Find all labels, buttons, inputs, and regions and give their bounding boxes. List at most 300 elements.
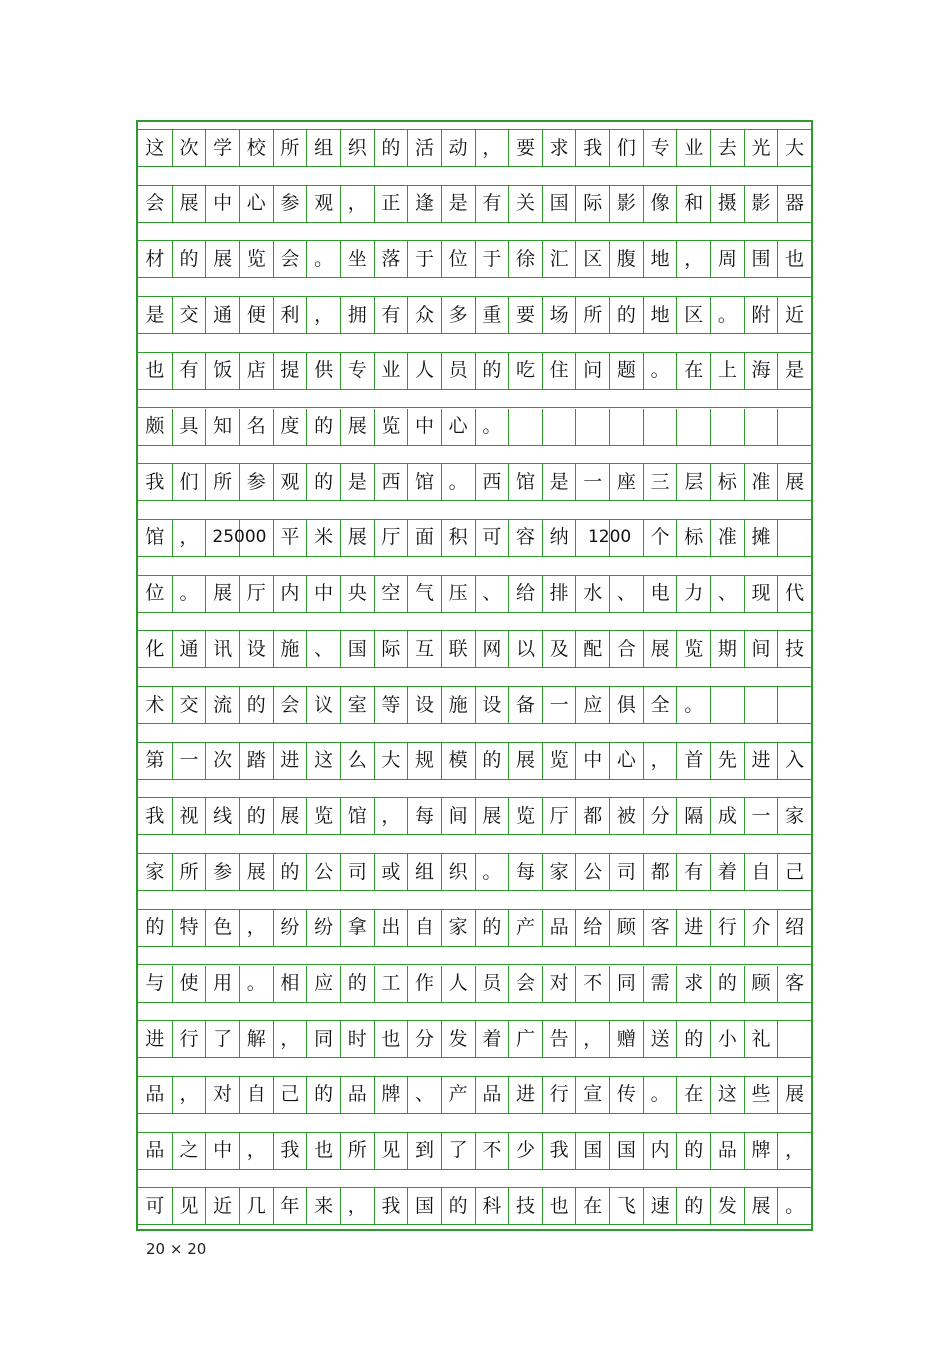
grid-cell: 。	[676, 687, 710, 723]
grid-cell: 中	[205, 1133, 239, 1169]
grid-cell: 有	[475, 186, 509, 222]
grid-cell: 自	[239, 1077, 273, 1113]
grid-cell: 会	[273, 241, 307, 277]
grid-cell: 馆	[407, 464, 441, 500]
row-spacer	[138, 834, 811, 854]
grid-cell: 名	[239, 409, 273, 445]
grid-cell: ，	[239, 1133, 273, 1169]
grid-cell: 徐	[508, 241, 542, 277]
grid-cell: 的	[475, 353, 509, 389]
grid-cell: 进	[744, 743, 778, 779]
grid-cell: 力	[676, 576, 710, 612]
grid-cell: 全	[643, 687, 677, 723]
grid-cell: 吃	[508, 353, 542, 389]
grid-cell: 中	[205, 186, 239, 222]
grid-cell: 色	[205, 910, 239, 946]
grid-cell: 拿	[340, 910, 374, 946]
grid-cell: 可	[475, 520, 509, 556]
grid-cell: 品	[145, 1083, 165, 1106]
row-spacer	[138, 779, 811, 799]
manuscript-grid-paper	[136, 120, 813, 1231]
grid-cell: 也	[145, 359, 165, 382]
grid-cell: 、	[306, 631, 340, 667]
grid-cell: 的	[273, 854, 307, 890]
grid-cell: 正	[374, 186, 408, 222]
grid-cell: 的	[475, 910, 509, 946]
grid-cell: 特	[172, 910, 206, 946]
grid-cell: 面	[407, 520, 441, 556]
grid-cell: 礼	[744, 1021, 778, 1057]
grid-cell: 问	[575, 353, 609, 389]
grid-cell: 配	[575, 631, 609, 667]
grid-cell: 一	[744, 798, 778, 834]
grid-cell: 设	[407, 687, 441, 723]
grid-cell: 。	[172, 576, 206, 612]
grid-cell: 备	[508, 687, 542, 723]
grid-cell: 科	[475, 1188, 509, 1224]
grid-cell: 进	[676, 910, 710, 946]
grid-cell: 地	[643, 297, 677, 333]
grid-cell: 际	[575, 186, 609, 222]
grid-cell: 的	[172, 241, 206, 277]
grid-cell: 来	[306, 1188, 340, 1224]
grid-cell: 被	[609, 798, 643, 834]
grid-cell: 空	[374, 576, 408, 612]
grid-cell: 的	[145, 916, 165, 939]
grid-cell: 对	[542, 966, 576, 1002]
grid-cell: 。	[475, 854, 509, 890]
grid-cell: 同	[306, 1021, 340, 1057]
grid-cell: 间	[744, 631, 778, 667]
grid-cell: 是	[441, 186, 475, 222]
grid-cell: 所	[172, 854, 206, 890]
grid-cell: 这	[306, 743, 340, 779]
grid-cell: 少	[508, 1133, 542, 1169]
grid-cell	[508, 409, 542, 445]
grid-cell: 需	[643, 966, 677, 1002]
grid-cell: 。	[441, 464, 475, 500]
grid-cell: 层	[676, 464, 710, 500]
grid-cell: 及	[542, 631, 576, 667]
grid-cell: 便	[239, 297, 273, 333]
grid-cell: 通	[172, 631, 206, 667]
grid-cell: 了	[205, 1021, 239, 1057]
grid-cell: 览	[676, 631, 710, 667]
grid-cell: 度	[273, 409, 307, 445]
row-spacer	[138, 445, 811, 465]
grid-cell: 展	[744, 1188, 778, 1224]
grid-cell: 、	[609, 576, 643, 612]
grid-cell: 。	[239, 966, 273, 1002]
grid-cell: 每	[508, 854, 542, 890]
grid-cell: 大	[374, 743, 408, 779]
grid-cell: 览	[306, 798, 340, 834]
grid-cell: 传	[609, 1077, 643, 1113]
grid-cell: 品	[475, 1077, 509, 1113]
grid-cell: 区	[676, 297, 710, 333]
row-spacer	[138, 1002, 811, 1022]
grid-cell: 视	[172, 798, 206, 834]
grid-cell: 合	[609, 631, 643, 667]
grid-cell: 进	[273, 743, 307, 779]
grid-cell: 览	[508, 798, 542, 834]
grid-cell: 位	[145, 582, 165, 605]
grid-cell: 家	[145, 860, 165, 883]
grid-cell: 们	[172, 464, 206, 500]
grid-cell: 牌	[744, 1133, 778, 1169]
grid-cell: ，	[172, 1077, 206, 1113]
grid-row	[138, 743, 811, 779]
grid-cell: ，	[273, 1021, 307, 1057]
grid-cell: 供	[306, 353, 340, 389]
grid-cell: 牌	[374, 1077, 408, 1113]
grid-cell: 有	[374, 297, 408, 333]
grid-cell: 、	[475, 576, 509, 612]
grid-cell: 通	[205, 297, 239, 333]
grid-row	[138, 966, 811, 1002]
grid-cell: 有	[676, 854, 710, 890]
grid-cell: 或	[374, 854, 408, 890]
grid-cell: 家	[441, 910, 475, 946]
grid-cell: 的	[609, 297, 643, 333]
grid-cell: 告	[542, 1021, 576, 1057]
grid-cell: 的	[676, 1133, 710, 1169]
grid-cell: 校	[239, 130, 273, 166]
grid-cell: 馆	[508, 464, 542, 500]
grid-cell: 观	[306, 186, 340, 222]
grid-cell: 我	[273, 1133, 307, 1169]
grid-cell: 化	[145, 637, 165, 660]
grid-cell: 我	[145, 470, 165, 493]
grid-row	[138, 1133, 811, 1169]
grid-cell: 等	[374, 687, 408, 723]
grid-cell: 在	[676, 353, 710, 389]
row-spacer	[138, 612, 811, 632]
grid-cell: 相	[273, 966, 307, 1002]
grid-cell: 模	[441, 743, 475, 779]
row-spacer	[138, 222, 811, 242]
grid-cell: 的	[306, 464, 340, 500]
grid-cell: 赠	[609, 1021, 643, 1057]
grid-cell: 水	[575, 576, 609, 612]
grid-cell: 产	[441, 1077, 475, 1113]
grid-cell: 心	[441, 409, 475, 445]
grid-cell	[676, 409, 710, 445]
grid-cell	[777, 1021, 811, 1057]
grid-row	[138, 1077, 811, 1113]
grid-cell: 、	[710, 576, 744, 612]
grid-cell	[744, 409, 778, 445]
grid-cell: 是	[542, 464, 576, 500]
grid-row	[138, 798, 811, 834]
grid-cell: 人	[441, 966, 475, 1002]
grid-cell: 。	[643, 1077, 677, 1113]
grid-cell: 参	[273, 186, 307, 222]
grid-cell: 际	[374, 631, 408, 667]
grid-cell	[710, 409, 744, 445]
grid-cell: 排	[542, 576, 576, 612]
grid-cell: 心	[239, 186, 273, 222]
grid-cell: 飞	[609, 1188, 643, 1224]
grid-cell: 进	[145, 1027, 165, 1050]
grid-cell: ，	[239, 910, 273, 946]
grid-cell: 中	[575, 743, 609, 779]
grid-cell: 业	[374, 353, 408, 389]
grid-cell: 公	[575, 854, 609, 890]
row-spacer	[138, 166, 811, 186]
grid-cell: 用	[205, 966, 239, 1002]
grid-cell: 员	[441, 353, 475, 389]
grid-cell: 的	[676, 1188, 710, 1224]
grid-row	[138, 409, 811, 445]
grid-cell: 在	[575, 1188, 609, 1224]
grid-cell: 进	[508, 1077, 542, 1113]
row-spacer	[138, 946, 811, 966]
grid-cell: 和	[676, 186, 710, 222]
grid-cell: 内	[643, 1133, 677, 1169]
grid-cell: 求	[542, 130, 576, 166]
grid-cell: 海	[744, 353, 778, 389]
grid-cell: 西	[374, 464, 408, 500]
grid-cell: 准	[744, 464, 778, 500]
grid-cell: 电	[643, 576, 677, 612]
grid-cell: 小	[710, 1021, 744, 1057]
grid-cell: 公	[306, 854, 340, 890]
grid-cell: ，	[575, 1021, 609, 1057]
grid-cell: 要	[508, 297, 542, 333]
grid-cell: 区	[575, 241, 609, 277]
grid-cell	[542, 409, 576, 445]
grid-cell: 一	[542, 687, 576, 723]
grid-cell: 学	[205, 130, 239, 166]
grid-cell: 逢	[407, 186, 441, 222]
grid-cell: 所	[340, 1133, 374, 1169]
grid-cell: 年	[273, 1188, 307, 1224]
grid-cell: 压	[441, 576, 475, 612]
grid-cell: 规	[407, 743, 441, 779]
grid-row	[138, 1021, 811, 1057]
grid-cell: 座	[609, 464, 643, 500]
grid-cell: 是	[145, 303, 165, 326]
grid-cell: 宣	[575, 1077, 609, 1113]
grid-cell: 也	[542, 1188, 576, 1224]
grid-cell	[710, 687, 744, 723]
grid-cell	[609, 409, 643, 445]
grid-cell: 饭	[205, 353, 239, 389]
grid-cell: 品	[542, 910, 576, 946]
grid-cell: 使	[172, 966, 206, 1002]
grid-cell: 业	[676, 130, 710, 166]
grid-cell: 展	[273, 798, 307, 834]
grid-cell: 专	[340, 353, 374, 389]
grid-cell: 。	[475, 409, 509, 445]
grid-cell: 知	[205, 409, 239, 445]
grid-row	[138, 130, 811, 166]
grid-cell: 住	[542, 353, 576, 389]
grid-cell: 拥	[340, 297, 374, 333]
grid-cell: 室	[340, 687, 374, 723]
grid-cell: 展	[777, 1077, 811, 1113]
grid-cell: 纷	[306, 910, 340, 946]
grid-cell: 展	[777, 464, 811, 500]
grid-cell: 近	[205, 1188, 239, 1224]
grid-cell: 的	[441, 1188, 475, 1224]
grid-cell: 提	[273, 353, 307, 389]
grid-cell: 国	[609, 1133, 643, 1169]
grid-cell: 摊	[744, 520, 778, 556]
grid-cell: ，	[643, 743, 677, 779]
grid-cell: 所	[205, 464, 239, 500]
grid-cell: 家	[542, 854, 576, 890]
grid-cell: 织	[441, 854, 475, 890]
grid-cell: 行	[710, 910, 744, 946]
grid-cell: 一	[172, 743, 206, 779]
grid-cell: 央	[340, 576, 374, 612]
grid-cell: 己	[273, 1077, 307, 1113]
grid-cell: 厅	[239, 576, 273, 612]
grid-cell: 顾	[744, 966, 778, 1002]
grid-row	[138, 297, 811, 333]
grid-cell: 工	[374, 966, 408, 1002]
grid-cell: 的	[306, 409, 340, 445]
row-spacer	[138, 1057, 811, 1077]
grid-cell: 送	[643, 1021, 677, 1057]
row-spacer	[138, 1169, 811, 1189]
grid-row	[138, 520, 811, 556]
grid-cell: 解	[239, 1021, 273, 1057]
grid-cell: 专	[643, 130, 677, 166]
grid-row	[138, 1188, 811, 1224]
grid-cell: 展	[643, 631, 677, 667]
grid-cell: 线	[205, 798, 239, 834]
grid-cell: 组	[407, 854, 441, 890]
grid-cell: 容	[508, 520, 542, 556]
grid-cell: 参	[239, 464, 273, 500]
grid-cell: 也	[777, 241, 811, 277]
grid-cell: 的	[239, 798, 273, 834]
grid-cell: 落	[374, 241, 408, 277]
grid-cell: 所	[575, 297, 609, 333]
grid-cell: 司	[340, 854, 374, 890]
grid-cell: 25000	[205, 520, 272, 556]
grid-cell: 的	[475, 743, 509, 779]
grid-cell: 纳	[542, 520, 576, 556]
grid-cell: 会	[145, 192, 165, 215]
grid-cell: 广	[508, 1021, 542, 1057]
grid-cell: 国	[575, 1133, 609, 1169]
grid-cell: 国	[407, 1188, 441, 1224]
grid-cell	[575, 409, 609, 445]
grid-cell: 分	[407, 1021, 441, 1057]
grid-cell: 心	[609, 743, 643, 779]
grid-cell: 网	[475, 631, 509, 667]
grid-cell: 展	[172, 186, 206, 222]
grid-cell: 。	[777, 1188, 811, 1224]
grid-cell: 影	[744, 186, 778, 222]
grid-cell: 司	[609, 854, 643, 890]
grid-cell: 展	[475, 798, 509, 834]
grid-cell: 观	[273, 464, 307, 500]
grid-cell: 标	[710, 464, 744, 500]
grid-cell: 么	[340, 743, 374, 779]
grid-row	[138, 576, 811, 612]
grid-row	[138, 464, 811, 500]
grid-cell: 标	[676, 520, 710, 556]
row-spacer	[138, 500, 811, 520]
grid-cell: 成	[710, 798, 744, 834]
grid-cell: 颇	[145, 415, 165, 437]
grid-cell: 应	[306, 966, 340, 1002]
grid-cell: 关	[508, 186, 542, 222]
grid-cell: 西	[475, 464, 509, 500]
grid-cell: 都	[575, 798, 609, 834]
grid-cell: 利	[273, 297, 307, 333]
grid-cell: 。	[710, 297, 744, 333]
grid-cell: 中	[407, 409, 441, 445]
grid-row	[138, 854, 811, 890]
grid-cell: ，	[340, 1188, 374, 1224]
grid-cell: 1200	[575, 520, 642, 556]
grid-cell: 。	[306, 241, 340, 277]
grid-cell: 器	[777, 186, 811, 222]
grid-cell: 可	[145, 1194, 165, 1217]
grid-cell: 影	[609, 186, 643, 222]
grid-cell: 先	[710, 743, 744, 779]
grid-cell	[744, 687, 778, 723]
grid-cell: 准	[710, 520, 744, 556]
grid-cell: 组	[306, 130, 340, 166]
grid-cell: ，	[340, 186, 374, 222]
grid-cell: 参	[205, 854, 239, 890]
grid-cell: 厅	[374, 520, 408, 556]
grid-cell: 气	[407, 576, 441, 612]
grid-cell: 不	[575, 966, 609, 1002]
row-spacer	[138, 556, 811, 576]
grid-cell: 自	[744, 854, 778, 890]
grid-cell: 光	[744, 130, 778, 166]
grid-cell: 行	[542, 1077, 576, 1113]
grid-cell: 人	[407, 353, 441, 389]
grid-cell: 术	[145, 693, 165, 716]
grid-cell: 不	[475, 1133, 509, 1169]
grid-cell: 大	[777, 130, 811, 166]
grid-cell: 对	[205, 1077, 239, 1113]
grid-cell: 首	[676, 743, 710, 779]
grid-cell: 的	[676, 1021, 710, 1057]
row-spacer	[138, 333, 811, 353]
grid-cell: 们	[609, 130, 643, 166]
grid-cell: ，	[306, 297, 340, 333]
grid-cell: 议	[306, 687, 340, 723]
grid-cell: 着	[475, 1021, 509, 1057]
grid-cell: 位	[441, 241, 475, 277]
grid-cell: 见	[374, 1133, 408, 1169]
grid-cell: 摄	[710, 186, 744, 222]
grid-cell: 联	[441, 631, 475, 667]
grid-cell: 是	[340, 464, 374, 500]
grid-cell: 重	[475, 297, 509, 333]
grid-cell: 内	[273, 576, 307, 612]
grid-cell: 国	[340, 631, 374, 667]
grid-cell: 周	[710, 241, 744, 277]
grid-cell	[777, 687, 811, 723]
grid-row	[138, 353, 811, 389]
grid-cell: 展	[340, 520, 374, 556]
grid-cell: 展	[239, 854, 273, 890]
grid-cell: 去	[710, 130, 744, 166]
grid-cell: 馆	[145, 526, 165, 549]
grid-cell: 是	[777, 353, 811, 389]
